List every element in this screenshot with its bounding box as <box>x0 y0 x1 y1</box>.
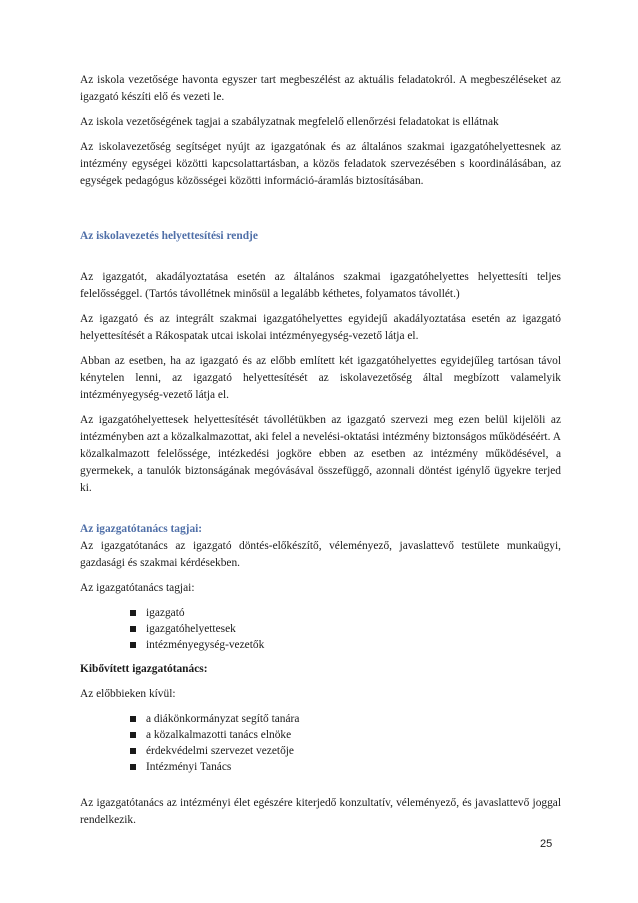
extended-heading: Kibővített igazgatótanács: <box>80 663 208 675</box>
board-members-list <box>80 605 561 653</box>
list-item: a közalkalmazotti tanács elnöke <box>130 727 561 743</box>
bullet-icon <box>130 748 136 754</box>
bullet-icon <box>130 610 136 616</box>
bullet-icon <box>130 642 136 648</box>
substitution-heading: Az iskolavezetés helyettesítési rendje <box>80 230 258 242</box>
list-item: igazgatóhelyettesek <box>130 621 561 637</box>
bullet-icon <box>130 764 136 770</box>
bullet-icon <box>130 626 136 632</box>
board-members-label: Az igazgatótanács tagjai: <box>80 582 195 594</box>
list-item: igazgató <box>130 605 561 621</box>
extended-members-list <box>80 711 561 775</box>
bullet-icon <box>130 716 136 722</box>
list-item: a diákönkormányzat segítő tanára <box>130 711 561 727</box>
list-item: Intézményi Tanács <box>130 759 561 775</box>
substitution-paragraph-1: Az igazgatót, akadályoztatása esetén az általános szakmai igazgatóhelyettes helyettesíti teljes felelősséggel. (Tartós távollétnek minősül a legalább kéthetes, folyamatos távollét.) <box>80 271 561 300</box>
substitution-paragraph-3: Abban az esetben, ha az igazgató és az előbb említett két igazgatóhelyettes egyidejűleg tartósan távol kénytelen lenni, az igazgató helyettesítését az iskolavezetőség által megbízott valamelyik intézményegység-vezető látja el. <box>80 355 561 401</box>
list-item: intézményegység-vezetők <box>130 637 561 653</box>
intro-paragraph-3: Az iskolavezetőség segítséget nyújt az igazgatónak és az általános szakmai igazgatóhelyettesnek az intézmény egységei közötti kapcsolattartásban, a közös feladatok szervezésében s koordinálásában, az egységek pedagógus közösségei közötti információ-áramlás biztosításában. <box>80 141 561 187</box>
bullet-icon <box>130 732 136 738</box>
intro-paragraph-2: Az iskola vezetőségének tagjai a szabályzatnak megfelelő ellenőrzési feladatokat is ellátnak <box>80 116 499 128</box>
board-paragraph: Az igazgatótanács az igazgató döntés-előkészítő, véleményező, javaslattevő testülete munkaügyi, gazdasági és szakmai kérdésekben. <box>80 540 561 569</box>
closing-paragraph: Az igazgatótanács az intézményi élet egészére kiterjedő konzultatív, véleményező, és javaslattevő joggal rendelkezik. <box>80 797 561 826</box>
page-content <box>80 72 561 837</box>
board-heading: Az igazgatótanács tagjai: <box>80 523 203 535</box>
extended-label: Az előbbieken kívül: <box>80 688 176 700</box>
intro-paragraph-1: Az iskola vezetősége havonta egyszer tart megbeszélést az aktuális feladatokról. A megbeszéléseket az igazgató készíti elő és vezeti le. <box>80 74 561 103</box>
list-item: érdekvédelmi szervezet vezetője <box>130 743 561 759</box>
substitution-paragraph-4: Az igazgatóhelyettesek helyettesítését távollétükben az igazgató szervezi meg ezen belül kijelöli az intézményben azt a közalkalmazottat, aki felel a nevelési-oktatási intézmény biztonságos működéséért. A közalkalmazott felelőssége, intézkedési jogköre ebben az esetben az intézmény működésével, a gyermekek, a tanulók biztonságának megóvásával összefüggő, azonnali döntést igénylő ügyekre terjed ki. <box>80 414 561 494</box>
page-number: 25 <box>540 838 553 850</box>
substitution-paragraph-2: Az igazgató és az integrált szakmai igazgatóhelyettes egyidejű akadályoztatása esetén az igazgató helyettesítését a Rákospatak utcai iskolai intézményegység-vezető látja el. <box>80 313 561 342</box>
